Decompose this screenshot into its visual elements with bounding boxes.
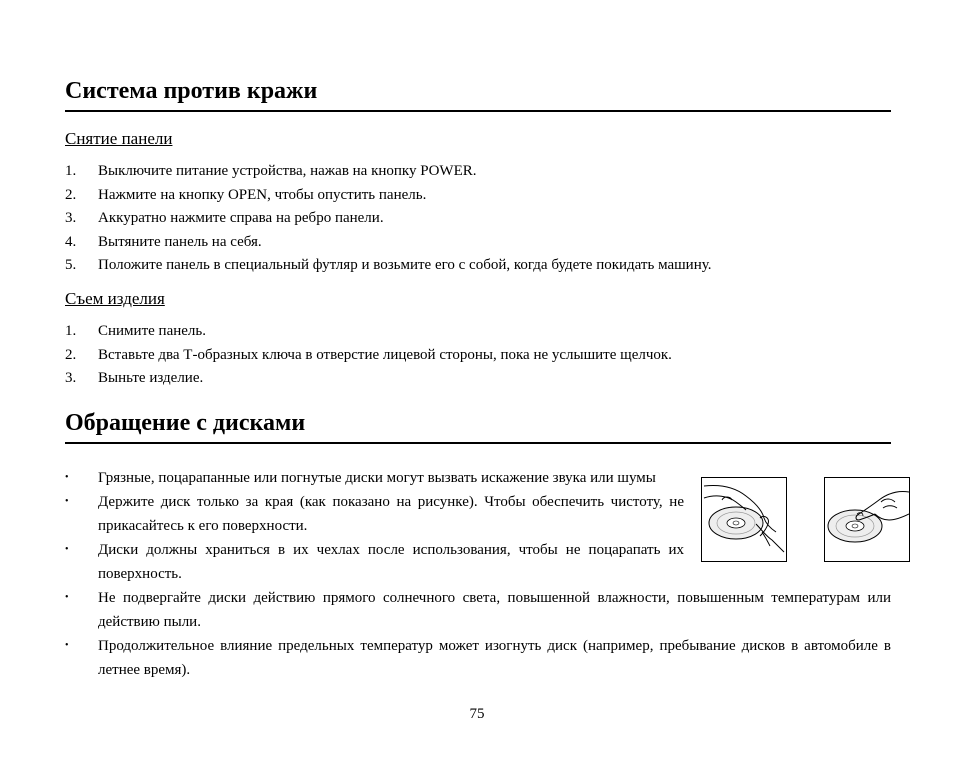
- list-item: 1. Снимите панель.: [65, 323, 206, 339]
- list-item: 1. Выключите питание устройства, нажав на кнопку POWER.: [65, 163, 477, 179]
- list-item: 4. Вытяните панель на себя.: [65, 233, 262, 250]
- list-item: 2. Вставьте два Т-образных ключа в отверстие лицевой стороны, пока не услышите щелчок.: [65, 346, 672, 363]
- subsection-title-panel-removal: Снятие панели: [65, 129, 173, 148]
- list-item: 2. Нажмите на кнопку OPEN, чтобы опустить панель.: [65, 186, 427, 203]
- list-item: • Диски должны храниться в их чехлах после использования, чтобы не поцарапать их поверхность.: [65, 542, 684, 582]
- unit-removal-steps: [65, 320, 895, 391]
- disc-held-by-edges-icon: [701, 477, 787, 562]
- finger-touching-disc-drawing: [825, 478, 909, 561]
- list-item: 3. Аккуратно нажмите справа на ребро панели.: [65, 210, 384, 226]
- list-item: • Продолжительное влияние предельных температур может изогнуть диск (например, пребывание дисков в автомобиле в летнее время).: [65, 638, 891, 678]
- list-item: • Не подвергайте диски действию прямого солнечного света, повышенной влажности, повышенным температурам или действию пыли.: [65, 590, 891, 630]
- list-item: 5. Положите панель в специальный футляр и возьмите его с собой, когда будете покидать машину.: [65, 257, 712, 273]
- panel-removal-steps: [65, 160, 895, 278]
- section-title-disc-handling: Обращение с дисками: [65, 408, 891, 444]
- disc-held-by-edges-drawing: [702, 478, 786, 561]
- list-item: • Грязные, поцарапанные или погнутые диски могут вызвать искажение звука или шумы: [65, 470, 656, 486]
- list-item: 3. Выньте изделие.: [65, 370, 204, 386]
- page-number: 75: [469, 706, 485, 722]
- list-item: • Держите диск только за края (как показано на рисунке). Чтобы обеспечить чистоту, не прикасайтесь к его поверхности.: [65, 494, 684, 534]
- subsection-title-unit-removal: Съем изделия: [65, 289, 165, 308]
- section-title-anti-theft: Система против кражи: [65, 76, 891, 112]
- finger-touching-disc-icon: [824, 477, 910, 562]
